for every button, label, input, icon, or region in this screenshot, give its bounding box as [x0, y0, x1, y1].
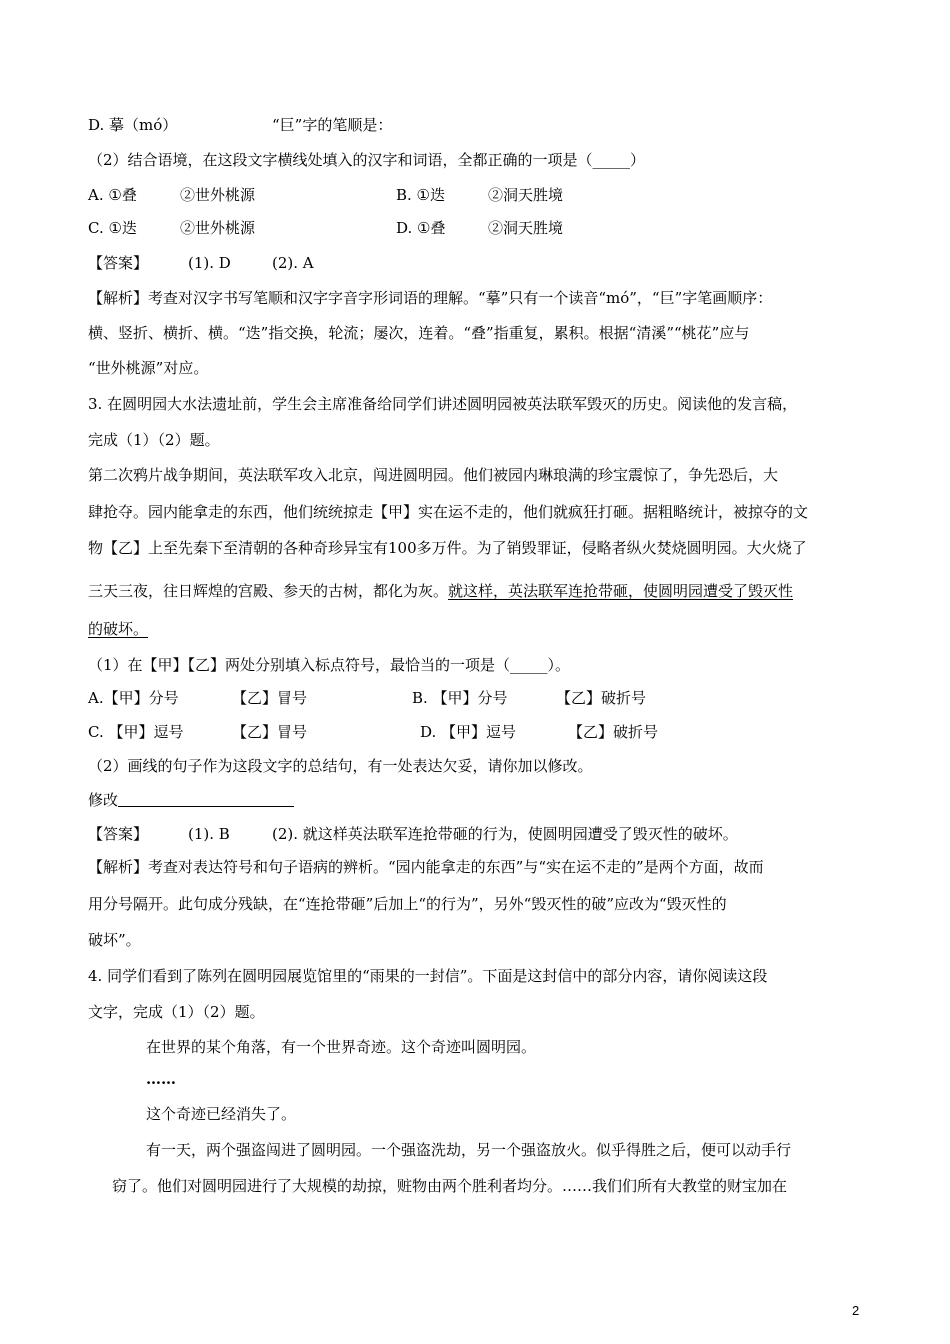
q2-choice-c-text: ②世外桃源 — [180, 219, 256, 237]
q3-choice-d-2: 【乙】破折号 — [568, 723, 659, 741]
q3-choice-c-1: C. 【甲】逗号 — [88, 723, 184, 741]
page-number: 2 — [852, 1303, 860, 1318]
q2-choice-b-text: ②洞天胜境 — [488, 186, 564, 204]
q3-intro-line-1: 3. 在圆明园大水法遗址前，学生会主席准备给同学们讲述圆明园被英法联军毁灭的历史。阅读他的发言稿， — [88, 395, 798, 413]
q4-letter-line-4: 窃了。他们对圆明园进行了大规模的劫掠，赃物由两个胜利者均分。……我们们所有大教堂的财宝加在 — [112, 1177, 788, 1195]
q2-answer-1: (1). D — [188, 254, 231, 272]
q3-sub1-prompt: （1）在【甲】【乙】两处分别填入标点符号，最恰当的一项是（_____）。 — [88, 656, 571, 674]
q3-passage-line-4 — [88, 581, 793, 601]
q3-underlined-sentence-end: 的破坏。 — [88, 620, 149, 638]
q4-intro-line-2: 文字，完成（1）（2）题。 — [88, 1003, 265, 1021]
q2-choice-a-label: A. ①叠 — [88, 186, 137, 204]
q2-option-d-right: “巨”字的笔顺是： — [272, 116, 393, 134]
q2-sub2-prompt: （2）结合语境，在这段文字横线处填入的汉字和词语，全都正确的一项是（_____） — [88, 151, 646, 169]
q2-choice-b-label: B. ①迭 — [396, 186, 446, 204]
q2-analysis-line-1: 【解析】考查对汉字书写笔顺和汉字字音字形词语的理解。“摹”只有一个读音“mó”，“巨”字笔画顺序： — [88, 289, 773, 307]
q3-choice-b-1: B. 【甲】分号 — [412, 689, 508, 707]
q3-answer-1: (1). B — [188, 825, 230, 843]
q3-edit-label: 修改 — [88, 791, 119, 809]
q3-passage-line-3: 物【乙】上至先秦下至清朝的各种奇珍异宝有100多万件。为了销毁罪证，侵略者纵火焚烧圆明园。大火烧了 — [88, 539, 807, 557]
q3-intro-line-2: 完成（1）（2）题。 — [88, 431, 220, 449]
q4-letter-line-1: 在世界的某个角落，有一个世界奇迹。这个奇迹叫圆明园。 — [146, 1038, 537, 1056]
q3-choice-a-1: A.【甲】分号 — [88, 689, 179, 707]
q3-edit-line — [88, 790, 294, 810]
q2-choice-d-text: ②洞天胜境 — [488, 219, 564, 237]
q3-analysis-line-1: 【解析】考查对表达符号和句子语病的辨析。“园内能拿走的东西”与“实在运不走的”是两个方面，故而 — [88, 858, 764, 876]
q3-sub2-prompt: （2）画线的句子作为这段文字的总结句，有一处表达欠妥，请你加以修改。 — [88, 757, 593, 775]
q2-choice-a-text: ②世外桃源 — [180, 186, 256, 204]
q4-letter-line-3: 有一天，两个强盗闯进了圆明园。一个强盗洗劫，另一个强盗放火。似乎得胜之后，便可以动手行 — [146, 1141, 792, 1159]
q2-option-d-left: D. 摹（mó） — [88, 116, 178, 134]
q3-answer-2: (2). 就这样英法联军连抢带砸的行为，使圆明园遭受了毁灭性的破坏。 — [272, 825, 738, 843]
q2-answer-2: (2). A — [272, 254, 314, 272]
q2-choice-d-label: D. ①叠 — [396, 219, 446, 237]
q3-analysis-line-3: 破坏”。 — [88, 931, 141, 949]
q4-letter-line-2: 这个奇迹已经消失了。 — [146, 1105, 297, 1123]
q3-passage-plain: 三天三夜，往日辉煌的宫殿、参天的古树，都化为灰。 — [88, 582, 449, 600]
q3-passage-line-1: 第二次鸦片战争期间，英法联军攻入北京，闯进圆明园。他们被园内琳琅满的珍宝震惊了，争先恐后，大 — [88, 466, 779, 484]
q3-passage-line-2: 肆抢夺。园内能拿走的东西，他们统统掠走【甲】实在运不走的，他们就疯狂打砸。据粗略统计，被掠夺的文 — [88, 503, 809, 521]
q3-choice-d-1: D. 【甲】逗号 — [420, 723, 517, 741]
q3-choice-a-2: 【乙】冒号 — [232, 689, 308, 707]
q3-answer-tag: 【答案】 — [88, 825, 149, 843]
q4-letter-ellipsis: …… — [146, 1070, 176, 1088]
q3-underlined-sentence: 就这样，英法联军连抢带砸，使圆明园遭受了毁灭性 — [448, 582, 794, 600]
q2-analysis-line-2: 横、竖折、横折、横。“迭”指交换，轮流；屡次，连着。“叠”指重复，累积。根据“清溪”“桃花”应与 — [88, 324, 750, 342]
q2-choice-c-label: C. ①迭 — [88, 219, 137, 237]
q3-analysis-line-2: 用分号隔开。此句成分残缺，在“连抢带砸”后加上“的行为”，另外“毁灭性的破”应改为“毁灭性的 — [88, 895, 727, 913]
q3-choice-b-2: 【乙】破折号 — [556, 689, 647, 707]
q3-choice-c-2: 【乙】冒号 — [232, 723, 308, 741]
q2-analysis-line-3: “世外桃源”对应。 — [88, 359, 209, 377]
q2-answer-tag: 【答案】 — [88, 254, 149, 272]
q4-intro-line-1: 4. 同学们看到了陈列在圆明园展览馆里的“雨果的一封信”。下面是这封信中的部分内容，请你阅读这段 — [88, 967, 768, 985]
q3-edit-blank[interactable] — [118, 792, 294, 807]
